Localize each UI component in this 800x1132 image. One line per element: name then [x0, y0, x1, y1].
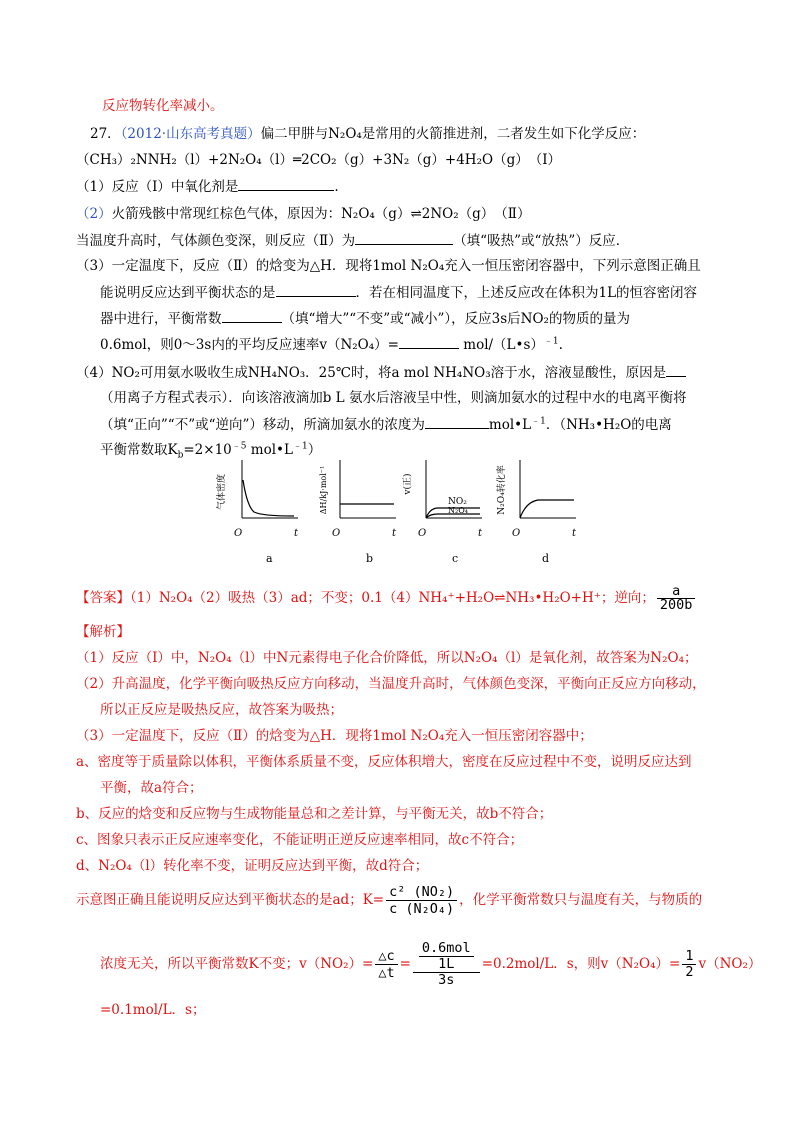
- question-part-3-line-1: （3）一定温度下，反应（Ⅱ）的焓变为△H．现将1mol N₂O₄充入一恒压密闭容器中，下列示意图正确且: [76, 258, 701, 274]
- part-3-l4c: ﹣1: [543, 336, 559, 347]
- k-frac-den: c (N₂O₄): [386, 900, 457, 917]
- graph-c: [398, 456, 498, 568]
- analysis-line-3: 所以正反应是吸热反应，故答案为吸热；: [100, 702, 343, 718]
- question-part-4-line-2: （用离子方程式表示）．向该溶液滴加b L 氨水后溶液呈中性，则滴加氨水的过程中水的电离平衡将: [100, 390, 687, 406]
- part-3-l2b: ．若在相同温度下，上述反应改在体积为1L的恒容密闭容: [355, 285, 698, 301]
- graph-b-caption: b: [366, 552, 374, 565]
- question-stem: 偏二甲肼与N₂O₄是常用的火箭推进剂，二者发生如下化学反应：: [260, 126, 646, 142]
- part-3-l4b: mol/（L•s）: [463, 337, 544, 353]
- part-4-l3b: mol•L: [488, 417, 532, 433]
- part-3-l2a: 能说明反应达到平衡状态的是: [100, 285, 276, 301]
- inner-frac-num: 0.6mol: [421, 940, 471, 956]
- nested-frac-top: [413, 941, 480, 972]
- question-part-2a: [76, 204, 530, 224]
- analysis-line-7: b、反应的焓变和反应物与生成物能量总和之差计算，与平衡无关，故b不符合；: [76, 806, 553, 822]
- answer-blank-4: [222, 308, 282, 323]
- graph-b-ylabel: ΔH/kJ·mol⁻¹: [319, 465, 328, 515]
- part-2-text: 火箭残骸中常现红棕色气体，原因为：N₂O₄（g）⇌2NO₂（g） （Ⅱ）: [111, 206, 531, 222]
- rate-frac-den: △t: [375, 964, 397, 981]
- answer-fraction: [657, 585, 696, 612]
- question-part-1: [76, 176, 339, 197]
- analysis-line-8: c、图象只表示正反应速率变化，不能证明正逆反应速率相同，故c不符合；: [76, 832, 524, 848]
- analysis-l10a: 示意图正确且能说明反应达到平衡状态的是ad；K=: [76, 892, 385, 908]
- part-4-l4b: b: [177, 450, 184, 461]
- graph-a-origin: O: [234, 528, 243, 539]
- nested-fraction: [413, 941, 480, 988]
- analysis-l10b: ，化学平衡常数只与温度有关，与物质的: [459, 892, 703, 908]
- question-source: （2012·山东高考真题）: [120, 126, 261, 142]
- analysis-l11a: 浓度无关，所以平衡常数K不变；v（NO₂）=: [100, 956, 374, 972]
- k-frac-num: c² (NO₂): [389, 884, 455, 900]
- answer-line: [76, 584, 697, 612]
- graph-c-curve-n2o4: N₂O₄: [448, 506, 468, 515]
- part-3-l4a: 0.6mol，则0～3s内的平均反应速率v（N₂O₄）=: [100, 337, 399, 353]
- inner-frac-den: 1L: [419, 956, 474, 972]
- part-4-l3d: ．（NH₃•H₂O的电离: [545, 417, 672, 433]
- analysis-line-1: （1）反应（Ⅰ）中，N₂O₄（l）中N元素得电子化合价降低，所以N₂O₄（l）是氧化剂，故答案为N₂O₄；: [76, 650, 698, 666]
- part-3-l3a: 器中进行，平衡常数: [100, 311, 222, 327]
- graph-c-xlabel: t: [478, 528, 483, 539]
- graph-d-caption: d: [542, 552, 550, 565]
- question-part-3-line-4: [100, 334, 563, 355]
- analysis-line-10: [76, 880, 702, 920]
- part-1-end: .: [334, 179, 339, 195]
- part-4-l1: （4）NO₂可用氨水吸收生成NH₄NO₃．25℃时，将a mol NH₄NO₃溶于水，溶液显酸性，原因是: [76, 365, 667, 381]
- answer-blank-3: [276, 282, 356, 297]
- part-4-l3c: ﹣1: [531, 416, 546, 427]
- part-4-l4a: 平衡常数取K: [100, 442, 178, 458]
- half-frac-den: 2: [682, 964, 696, 980]
- question-number: 27．: [90, 126, 121, 142]
- analysis-line-12: =0.1mol/L．s；: [100, 1002, 206, 1018]
- analysis-line-6: 平衡，故a符合；: [100, 780, 203, 796]
- part-2-number: （2）: [76, 206, 112, 222]
- graph-c-caption: c: [452, 552, 459, 565]
- graph-d-ylabel: N₂O₄转化率: [497, 465, 507, 515]
- half-frac-num: 1: [685, 948, 694, 964]
- graph-b: [312, 456, 412, 568]
- answer-blank-2: [355, 230, 453, 245]
- question-part-4-line-3: [100, 414, 672, 435]
- reaction-equation-1: （CH₃）₂NNH₂（l）+2N₂O₄（l）═2CO₂（g）+3N₂（g）+4H₂O（g） （Ⅰ）: [76, 152, 562, 168]
- half-fraction: [682, 949, 696, 980]
- question-part-4-line-1: [76, 362, 686, 383]
- part-4-l4f: ﹣1: [292, 441, 308, 452]
- rate-fraction: [375, 948, 397, 981]
- answer-label: 【答案】: [76, 590, 130, 606]
- graph-c-ylabel: v(正): [403, 473, 413, 495]
- graph-a-xlabel: t: [294, 528, 299, 539]
- outer-frac-den: 3s: [413, 972, 480, 988]
- analysis-line-5: a、密度等于质量除以体积，平衡体系质量不变，反应体积增大，密度在反应过程中不变，说明反应达到: [76, 754, 692, 770]
- answer-frac-den: 200b: [657, 598, 696, 612]
- graph-b-xlabel: t: [392, 528, 397, 539]
- inner-fraction: [419, 941, 474, 972]
- answer-blank-1: [238, 176, 334, 191]
- part-2b-text: 当温度升高时，气体颜色变深，则反应（Ⅱ）为: [76, 233, 356, 249]
- analysis-l11b: =: [399, 956, 411, 972]
- part-2b-end: （填“吸热”或“放热”）反应．: [453, 233, 630, 249]
- analysis-label: 【解析】: [76, 624, 130, 640]
- k-expression-fraction: [386, 884, 457, 917]
- part-1-text: （1）反应（Ⅰ）中氧化剂是: [76, 179, 239, 195]
- analysis-line-4: （3）一定温度下，反应（Ⅱ）的焓变为△H．现将1mol N₂O₄充入一恒压密闭容器中；: [76, 728, 593, 744]
- graph-d: [492, 456, 592, 568]
- graph-a-caption: a: [266, 552, 273, 565]
- previous-answer-continuation: 反应物转化率减小。: [102, 98, 224, 114]
- question-part-2b: [76, 230, 629, 251]
- graph-d-origin: O: [512, 528, 521, 539]
- graph-d-xlabel: t: [572, 528, 577, 539]
- answer-frac-num: a: [672, 583, 681, 599]
- question-part-3-line-3: [100, 308, 630, 329]
- question-part-3-line-2: [100, 282, 697, 303]
- analysis-line-11: [100, 938, 761, 990]
- answer-text: （1）N₂O₄（2）吸热（3）ad；不变；0.1（4）NH₄⁺+H₂O⇌NH₃•H₂O+H⁺；逆向；: [130, 590, 655, 606]
- graph-c-curve-no2: NO₂: [448, 497, 467, 507]
- answer-blank-5: [399, 334, 459, 349]
- part-4-l4c: =2×10: [183, 442, 232, 458]
- part-4-l3a: （填“正向”“不”或“逆向”）移动，所滴加氨水的浓度为: [100, 417, 425, 433]
- rate-frac-num: △c: [378, 948, 395, 964]
- analysis-l11c: =0.2mol/L．s，则v（N₂O₄）=: [481, 956, 681, 972]
- part-4-l4e: mol•L: [250, 442, 293, 458]
- part-4-l4d: ﹣5: [231, 441, 247, 452]
- answer-blank-6: [666, 362, 686, 377]
- analysis-line-2: （2）升高温度，化学平衡向吸热反应方向移动，当温度升高时，气体颜色变深，平衡向正反应方向移动，: [76, 676, 706, 692]
- graph-a: [214, 456, 314, 568]
- analysis-line-9: d、N₂O₄（l）转化率不变，证明反应达到平衡，故d符合；: [76, 858, 429, 874]
- analysis-l11d: v（NO₂）: [698, 956, 762, 972]
- part-4-l4g: ）: [307, 442, 322, 458]
- part-3-l3b: （填“增大”“不变”或“减小”），反应3s后NO₂的物质的量为: [281, 311, 630, 327]
- question-27-header: [90, 124, 645, 144]
- answer-blank-7: [425, 414, 489, 429]
- graph-b-origin: O: [332, 528, 341, 539]
- graph-a-ylabel: 气体密度: [217, 473, 227, 511]
- part-3-l4d: .: [558, 337, 563, 353]
- graph-c-origin: O: [418, 528, 427, 539]
